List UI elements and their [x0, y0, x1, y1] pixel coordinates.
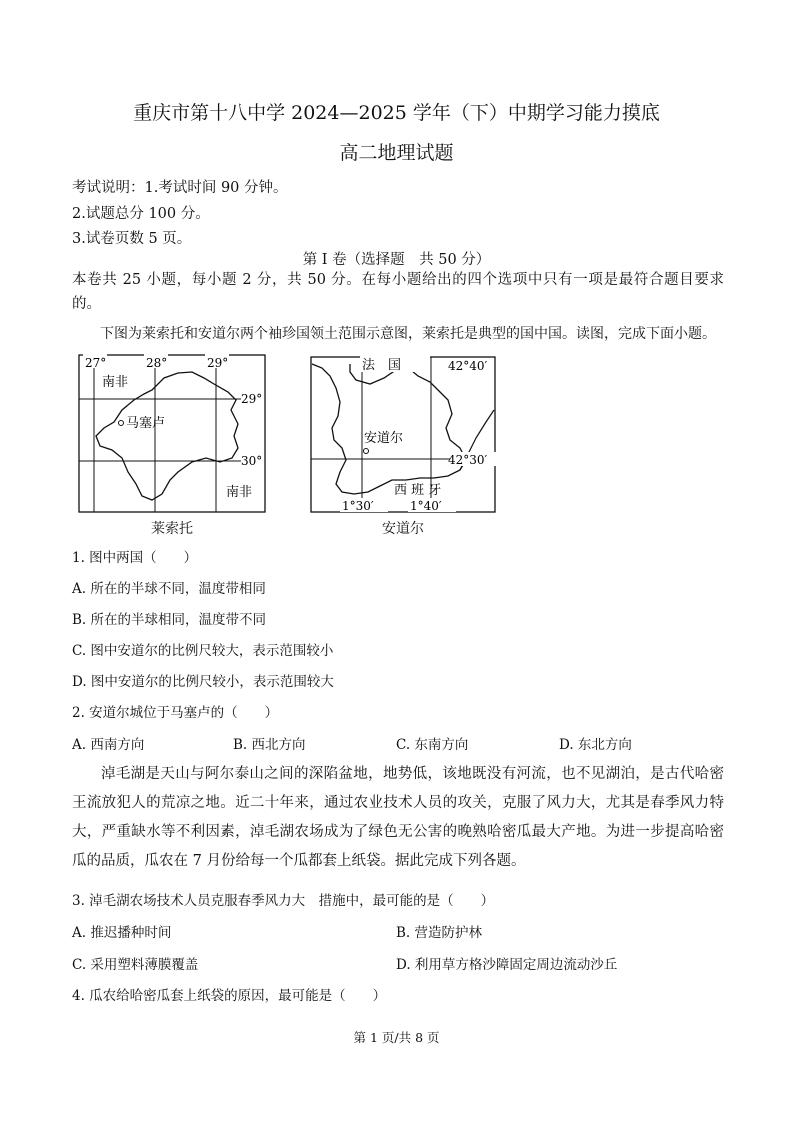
lon-27-label: 27° — [85, 356, 107, 370]
lesotho-map-caption: 莱索托 — [151, 521, 193, 537]
lesotho-map — [78, 354, 268, 516]
question-2-stem: 2. 安道尔城位于马塞卢的（ ） — [72, 705, 279, 721]
question-2-option-a: A. 西南方向 — [72, 737, 145, 753]
maseru-city-dot — [119, 421, 124, 426]
section-description: 本卷共 25 小题，每小题 2 分，共 50 分。在每小题给出的四个选项中只有一项是最符合题目要求的。 — [72, 272, 724, 312]
south-africa-label-se: 南非 — [226, 485, 253, 500]
france-label: 法 国 — [362, 358, 402, 373]
passage-1: 下图为莱索托和安道尔两个袖珍国领土范围示意图，莱索托是典型的国中国。读图，完成下面小题。 — [100, 326, 716, 342]
spain-label: 西 班 牙 — [394, 483, 442, 498]
lesotho-border — [96, 372, 238, 500]
exam-title: 重庆市第十八中学 2024—2025 学年（下）中期学习能力摸底 — [133, 102, 660, 124]
question-1-option-b: B. 所在的半球相同，温度带不同 — [72, 612, 267, 628]
question-4-stem: 4. 瓜农给哈密瓜套上纸袋的原因，最可能是（ ） — [72, 988, 387, 1004]
instruction-line-1: 考试说明：1.考试时间 90 分钟。 — [72, 180, 288, 196]
question-2-option-c: C. 东南方向 — [396, 737, 469, 753]
question-2-option-b: B. 西北方向 — [233, 737, 306, 753]
lat-30-label: 30° — [241, 454, 263, 468]
instruction-line-3: 3.试卷页数 5 页。 — [72, 231, 192, 247]
question-3-stem: 3. 淖毛湖农场技术人员克服春季风力大 措施中，最可能的是（ ） — [72, 893, 495, 909]
instruction-line-2: 2.试题总分 100 分。 — [72, 206, 210, 222]
andorra-city-dot — [364, 449, 369, 454]
andorra-map — [310, 354, 500, 516]
passage-2: 淖毛湖是天山与阿尔泰山之间的深陷盆地，地势低，该地既没有河流，也不见湖泊，是古代哈密王流放犯人的荒凉之地。近二十年来，通过农业技术人员的攻关，克服了风力大，尤其是春季风力特大，严重缺水等不利因素，淖毛湖农场成为了绿色无公害的晚熟哈密瓜最大产地。为进一步提高哈密瓜的品质，瓜农在 7 月份给每一个瓜都套上纸袋。据此完成下列各题。 — [72, 766, 724, 869]
question-1-option-d: D. 图中安道尔的比例尺较小，表示范围较大 — [72, 674, 334, 690]
question-2-option-d: D. 东北方向 — [559, 737, 632, 753]
andorra-border — [312, 364, 466, 494]
exam-subtitle: 高二地理试题 — [339, 142, 454, 164]
south-africa-label-nw: 南非 — [102, 375, 129, 390]
lon-28-label: 28° — [146, 356, 168, 370]
section-title: 第 I 卷（选择题 共 50 分） — [302, 252, 491, 268]
question-1-option-a: A. 所在的半球不同，温度带相同 — [72, 581, 266, 597]
lon-1-30-label: 1°30′ — [342, 499, 374, 513]
lat-29-label: 29° — [241, 392, 263, 406]
lat-42-40-label: 42°40′ — [448, 359, 488, 373]
lon-1-40-label: 1°40′ — [410, 499, 442, 513]
question-3-option-a: A. 推迟播种时间 — [72, 925, 172, 941]
question-1-stem: 1. 图中两国（ ） — [72, 550, 198, 566]
lat-42-30-label: 42°30′ — [448, 453, 488, 467]
question-3-option-c: C. 采用塑料薄膜覆盖 — [72, 957, 199, 973]
andorra-map-caption: 安道尔 — [382, 521, 424, 537]
question-3-option-b: B. 营造防护林 — [396, 925, 483, 941]
question-1-option-c: C. 图中安道尔的比例尺较大，表示范围较小 — [72, 643, 334, 659]
lon-29-label: 29° — [207, 356, 229, 370]
question-3-option-d: D. 利用草方格沙障固定周边流动沙丘 — [396, 957, 618, 973]
maseru-label: 马塞卢 — [126, 416, 166, 431]
page-footer: 第 1 页/共 8 页 — [353, 1030, 440, 1045]
andorra-city-label: 安道尔 — [364, 431, 404, 446]
